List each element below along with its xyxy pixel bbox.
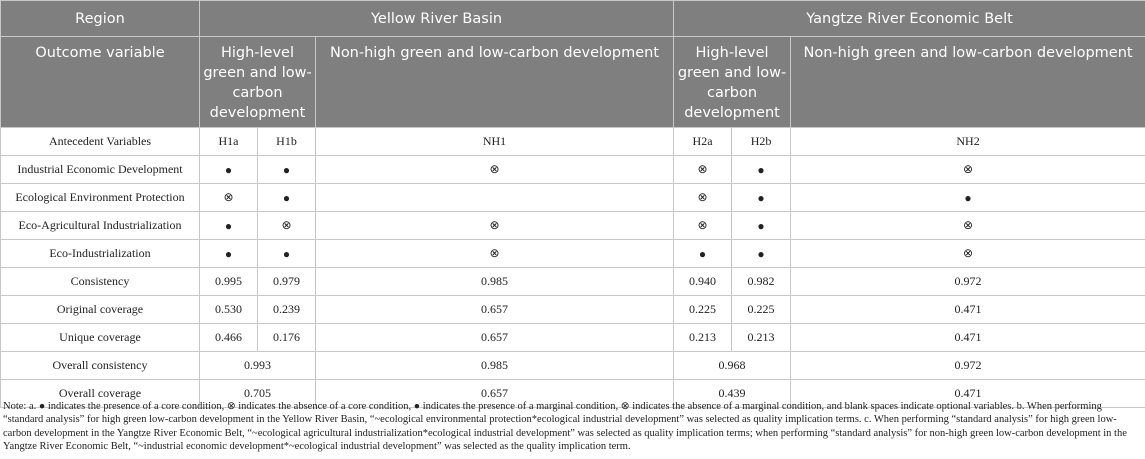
- table-cell: 0.471: [791, 296, 1145, 324]
- table-cell: 0.213: [674, 324, 732, 352]
- table-cell: H1b: [258, 128, 316, 156]
- table-cell: NH2: [791, 128, 1145, 156]
- table-cell: 0.471: [791, 324, 1145, 352]
- absent-icon: ⊗: [316, 240, 674, 268]
- table-row: [1, 156, 1145, 184]
- row-label: Eco-Industrialization: [1, 240, 200, 268]
- table-row: [1, 296, 1145, 324]
- table-cell: NH1: [316, 128, 674, 156]
- table-cell: 0.213: [732, 324, 791, 352]
- table-row: [1, 352, 1145, 380]
- row-label: Overall coverage: [1, 380, 200, 408]
- table-row: [1, 240, 1145, 268]
- row-label: Antecedent Variables: [1, 128, 200, 156]
- header-row-region: [1, 1, 1145, 37]
- absent-icon: ⊗: [791, 212, 1145, 240]
- row-label: Eco-Agricultural Industrialization: [1, 212, 200, 240]
- absent-icon: ⊗: [200, 184, 258, 212]
- table-cell: 0.972: [791, 352, 1145, 380]
- absent-icon: ⊗: [316, 212, 674, 240]
- high-level-yz-header: High-level green and low-carbon development: [674, 37, 791, 128]
- table-row: [1, 212, 1145, 240]
- yangtze-header: Yangtze River Economic Belt: [674, 1, 1145, 37]
- table-cell: 0.705: [200, 380, 316, 408]
- table-cell: 0.985: [316, 268, 674, 296]
- core-present-icon: ●: [258, 240, 316, 268]
- table-row: [1, 128, 1145, 156]
- table-cell: 0.225: [732, 296, 791, 324]
- table-cell: [316, 184, 674, 212]
- table-cell: 0.979: [258, 268, 316, 296]
- non-high-yz-header: Non-high green and low-carbon development: [791, 37, 1145, 128]
- core-present-icon: ●: [732, 240, 791, 268]
- table-cell: 0.940: [674, 268, 732, 296]
- absent-icon: ⊗: [316, 156, 674, 184]
- table-cell: 0.995: [200, 268, 258, 296]
- row-label: Original coverage: [1, 296, 200, 324]
- table-cell: 0.657: [316, 380, 674, 408]
- table-cell: 0.657: [316, 296, 674, 324]
- table-row: [1, 268, 1145, 296]
- region-header: Region: [1, 1, 200, 37]
- table-cell: 0.466: [200, 324, 258, 352]
- table-cell: 0.982: [732, 268, 791, 296]
- table-cell: 0.439: [674, 380, 791, 408]
- header-row-outcome: [1, 37, 1145, 128]
- high-level-yr-header: High-level green and low-carbon development: [200, 37, 316, 128]
- core-present-icon: ●: [791, 184, 1145, 212]
- row-label: Ecological Environment Protection: [1, 184, 200, 212]
- table-cell: 0.972: [791, 268, 1145, 296]
- outcome-variable-header: Outcome variable: [1, 37, 200, 128]
- row-label: Industrial Economic Development: [1, 156, 200, 184]
- table-cell: 0.530: [200, 296, 258, 324]
- table-row: [1, 184, 1145, 212]
- absent-icon: ⊗: [791, 240, 1145, 268]
- yellow-river-header: Yellow River Basin: [200, 1, 674, 37]
- core-present-icon: ●: [732, 184, 791, 212]
- table-cell: H2a: [674, 128, 732, 156]
- core-present-icon: ●: [200, 156, 258, 184]
- non-high-yr-header: Non-high green and low-carbon development: [316, 37, 674, 128]
- core-present-icon: ●: [674, 240, 732, 268]
- absent-icon: ⊗: [674, 184, 732, 212]
- core-present-icon: ●: [258, 156, 316, 184]
- core-present-icon: ●: [200, 240, 258, 268]
- absent-icon: ⊗: [674, 156, 732, 184]
- absent-icon: ⊗: [791, 156, 1145, 184]
- core-present-icon: ●: [200, 212, 258, 240]
- table-cell: 0.985: [316, 352, 674, 380]
- row-label: Overall consistency: [1, 352, 200, 380]
- table-cell: 0.471: [791, 380, 1145, 408]
- table-cell: 0.993: [200, 352, 316, 380]
- absent-icon: ⊗: [258, 212, 316, 240]
- row-label: Unique coverage: [1, 324, 200, 352]
- row-label: Consistency: [1, 268, 200, 296]
- table-cell: 0.657: [316, 324, 674, 352]
- table-cell: H1a: [200, 128, 258, 156]
- table-cell: 0.176: [258, 324, 316, 352]
- core-present-icon: ●: [732, 212, 791, 240]
- core-present-icon: ●: [258, 184, 316, 212]
- table-note: Note: a. ● indicates the presence of a core condition, ⊗ indicates the absence of a core condition, ● indicates the presence of a marginal condition, ⊗ indicates the absence of a marginal condition, and blank spaces indicate optional variables. b. When performing “standard analysis” for high green low-carbon development in the Yellow River Basin, “~ecological environmental protection*ecological industrial development” was selected as quality implication terms. c. When performing “standard analysis” for high green low-carbon development in the Yangtze River Economic Belt, “~ecological agricultural industrialization*ecological industrial development” was selected as quality implication terms; when performing “standard analysis” for non-high green low-carbon development in the Yangtze River Economic Belt, “~industrial economic development*~ecological industrial development” was selected as the quality implication term.: [3, 401, 1127, 452]
- table-row: [1, 324, 1145, 352]
- table-cell: 0.225: [674, 296, 732, 324]
- table-cell: 0.968: [674, 352, 791, 380]
- absent-icon: ⊗: [674, 212, 732, 240]
- table-cell: 0.239: [258, 296, 316, 324]
- core-present-icon: ●: [732, 156, 791, 184]
- table-cell: H2b: [732, 128, 791, 156]
